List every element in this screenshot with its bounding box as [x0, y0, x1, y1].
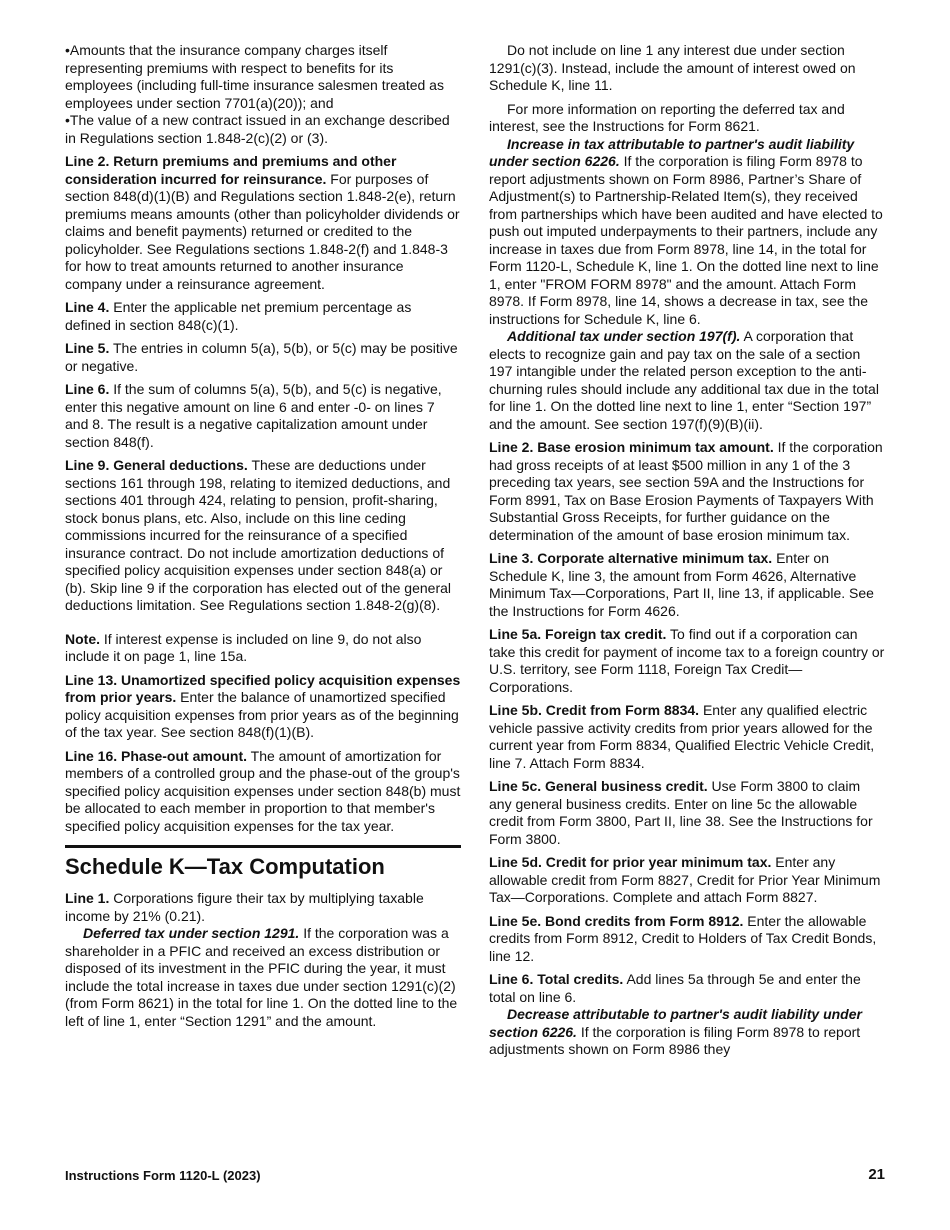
- paragraph-k-line-1: Line 1. Corporations figure their tax by multiplying taxable income by 21% (0.21).: [65, 890, 424, 924]
- paragraph-k-line-5a: Line 5a. Foreign tax credit. To find out if a corporation can take this credit for payment of income tax to a foreign country or U.S. territory, see Form 1118, Foreign Tax Credit—Corporations.: [489, 626, 885, 695]
- paragraph-note: Note. If interest expense is included on line 9, do not also include it on page 1, line 15a.: [65, 630, 422, 664]
- page-number: 21: [868, 1166, 885, 1183]
- schedule-k-heading: Schedule K—Tax Computation: [65, 854, 385, 879]
- paragraph-line-6: Line 6. If the sum of columns 5(a), 5(b), and 5(c) is negative, enter this negative amount on line 6 and enter -0- on lines 7 and 8. The result is a negative capitalization amount under section 848(f).: [65, 381, 442, 450]
- paragraph-additional-tax: Additional tax under section 197(f). A corporation that elects to recognize gain and pay tax on the sale of a section 197 intangible under the related person exception to the anti-churning rules should include any additional tax due in the total for line 1. On the dotted line next to line 1, enter “Section 197” and the amount. See section 197(f)(9)(B)(ii).: [489, 328, 879, 432]
- paragraph-line-16: Line 16. Phase-out amount. The amount of amortization for members of a controlled group and the phase-out of the group's specified policy acquisition expenses under section 848(b) must be allocated to each member in proportion to that member's specified policy acquisition expenses for the tax year.: [65, 747, 461, 834]
- paragraph-k-line-5d: Line 5d. Credit for prior year minimum tax. Enter any allowable credit from Form 8827, Credit for Prior Year Minimum Tax—Corporations. Complete and attach Form 8827.: [489, 854, 881, 905]
- bullet-item: •The value of a new contract issued in an exchange described in Regulations section 1.848-2(c)(2) or (3).: [65, 112, 450, 146]
- paragraph-deferred-tax: Deferred tax under section 1291. If the corporation was a shareholder in a PFIC and received an excess distribution or disposed of its investment in the PFIC during the year, it must include the total increase in taxes due under section 1291(c)(2) (from Form 8621) in the total for line 1. On the dotted line to the left of line 1, enter “Section 1291” and the amount.: [65, 925, 458, 1029]
- paragraph-k-line-2: Line 2. Base erosion minimum tax amount. If the corporation had gross receipts of at least $500 million in any 1 of the 3 preceding tax years, see section 59A and the Instructions for Form 8991, Tax on Base Erosion Payments of Taxpayers With Substantial Gross Receipts, for further guidance on the determination of the amount of base erosion minimum tax.: [489, 439, 883, 543]
- paragraph-line-13: Line 13. Unamortized specified policy acquisition expenses from prior years. Enter the balance of unamortized specified policy acquisition expenses from prior years as of the beginning of the tax year. See section 848(f)(1)(B).: [65, 671, 461, 740]
- left-column: [65, 42, 461, 1036]
- paragraph-line-2: Line 2. Return premiums and premiums and other consideration incurred for reinsurance. For purposes of section 848(d)(1)(B) and Regulations section 1.848-2(e), return premiums means amounts (other than policyholder dividends or claims and benefit payments) returned or credited to the policyholder. See Regulations sections 1.848-2(f) and 1.848-3 for how to treat amounts returned to another insurance company under a reinsurance agreement.: [65, 153, 460, 292]
- section-rule: [65, 845, 461, 848]
- bullet-icon: •: [65, 112, 70, 128]
- paragraph-line-9: Line 9. General deductions. These are deductions under sections 161 through 198, relating to itemized deductions, and sections 401 through 424, relating to pension, profit-sharing, stock bonus plans, etc. Also, include on this line ceding commissions incurred for the reinsurance of a specified insurance contract. Do not include amortization deductions of specified policy acquisition expenses under section 848(a) or (b). Skip line 9 if the corporation has elected out of the general deductions limitation. See Regulations section 1.848-2(g)(8).: [65, 457, 452, 613]
- paragraph-more-info: For more information on reporting the deferred tax and interest, see the Instructions for Form 8621.: [489, 100, 845, 134]
- paragraph-k-line-5e: Line 5e. Bond credits from Form 8912. Enter the allowable credits from Form 8912, Credit to Holders of Tax Credit Bonds, line 12.: [489, 912, 877, 964]
- paragraph-k-line-5c: Line 5c. General business credit. Use Form 3800 to claim any general business credits. Enter on line 5c the allowable credit from Form 3800, Part II, line 38. See the Instructions for Form 3800.: [489, 778, 873, 847]
- paragraph-line-5: Line 5. The entries in column 5(a), 5(b), or 5(c) may be positive or negative.: [65, 340, 458, 374]
- bullet-icon: •: [65, 42, 70, 58]
- footer-form-title: Instructions Form 1120-L (2023): [65, 1168, 261, 1183]
- paragraph-line-4: Line 4. Enter the applicable net premium percentage as defined in section 848(c)(1).: [65, 299, 412, 333]
- bullet-item: •Amounts that the insurance company charges itself representing premiums with respect to benefits for its employees (including full-time insurance salesmen treated as employees under section 7701(a)(20)); and: [65, 42, 444, 111]
- paragraph-increase-tax: Increase in tax attributable to partner's audit liability under section 6226. If the corporation is filing Form 8978 to report adjustments shown on Form 8986, Partner’s Share of Adjustment(s) to Partnership-Related Item(s), they received from partnerships which have been audited and have elected to push out imputed underpayments to their partners, include any increase in taxes due from Form 8978, line 14, in the total for Form 1120-L, Schedule K, line 1. On the dotted line next to line 1, enter "FROM FORM 8978" and the amount. Attach Form 8978. If Form 8978, line 14, shows a decrease in tax, see the instructions for Schedule K, line 6.: [489, 135, 883, 327]
- paragraph-interest: Do not include on line 1 any interest due under section 1291(c)(3). Instead, include the amount of interest owed on Schedule K, line 11.: [489, 42, 856, 93]
- paragraph-k-line-6: Line 6. Total credits. Add lines 5a through 5e and enter the total on line 6.: [489, 971, 861, 1005]
- paragraph-k-line-5b: Line 5b. Credit from Form 8834. Enter any qualified electric vehicle passive activity credits from prior years allowed for the current year from Form 8834, Qualified Electric Vehicle Credit, line 7. Attach Form 8834.: [489, 702, 875, 771]
- right-column: [489, 42, 885, 1059]
- paragraph-k-line-3: Line 3. Corporate alternative minimum tax. Enter on Schedule K, line 3, the amount from Form 4626, Alternative Minimum Tax—Corporations, Part II, line 13, if applicable. See the Instructions for Form 4626.: [489, 550, 874, 619]
- paragraph-decrease-tax: Decrease attributable to partner's audit liability under section 6226. If the corporation is filing Form 8978 to report adjustments shown on Form 8986 they: [489, 1006, 862, 1057]
